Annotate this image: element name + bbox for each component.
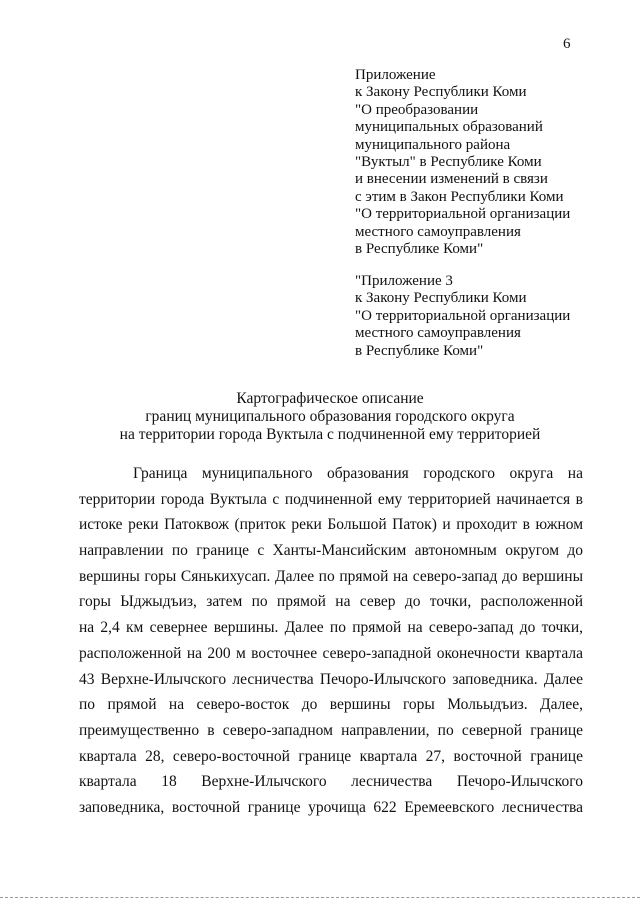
appendix-heading-line: к Закону Республики Коми	[355, 84, 527, 101]
body-line: квартала 28, северо-восточной границе квартала 27, восточной границе	[79, 747, 583, 765]
appendix-heading-line: в Республике Коми"	[355, 241, 484, 258]
title-line: на территории города Вуктыла с подчиненной ему территорией	[119, 426, 541, 443]
appendix-3-heading-line: в Республике Коми"	[355, 342, 484, 359]
appendix-heading-line: Приложение	[355, 67, 436, 83]
appendix-heading-line: "Вуктыл" в Республике Коми	[355, 154, 542, 171]
body-paragraph	[79, 461, 583, 821]
title-line: Картографическое описание	[236, 390, 424, 407]
appendix-heading-line: муниципального района	[355, 136, 511, 153]
body-line: преимущественно в северо-западном направлении, по северной границе	[79, 721, 583, 739]
body-line: горы Ыджыдъиз, затем по прямой на север до точки, расположенной	[79, 593, 583, 611]
body-line: квартала 18 Верхне-Илычского лесничества Печоро-Илычского	[79, 773, 583, 791]
body-line: заповедника, восточной границе урочища 622 Еремеевского лесничества	[79, 798, 583, 816]
body-line: расположенной на 200 м восточнее северо-западной оконечности квартала	[79, 644, 583, 662]
scan-edge-line	[0, 897, 640, 898]
appendix-heading	[355, 67, 570, 258]
appendix-heading-line: местного самоуправления	[355, 223, 521, 240]
body-line: вершины горы Сянькихусап. Далее по прямой на северо-запад до вершины	[79, 567, 583, 585]
body-line: 43 Верхне-Илычского лесничества Печоро-Илычского заповедника. Далее	[79, 670, 583, 688]
body-line: истоке реки Патоквож (приток реки Большой Паток) и проходит в южном	[79, 516, 583, 534]
appendix-heading-line: и внесении изменений в связи	[355, 171, 548, 188]
page-number: 6	[563, 36, 571, 52]
body-line: территории города Вуктыла с подчиненной ему территорией начинается в	[79, 490, 583, 508]
appendix-3-heading-line: "О территориальной организации	[355, 307, 571, 324]
body-line: Граница муниципального образования городского округа на	[133, 465, 583, 482]
appendix-3-heading-line: к Закону Республики Коми	[355, 290, 527, 307]
body-line: по прямой на северо-восток до вершины горы Мольыдъиз. Далее,	[79, 696, 583, 714]
document-title	[80, 390, 580, 444]
appendix-heading-line: муниципальных образований	[355, 119, 543, 136]
body-line: направлении по границе с Ханты-Мансийским автономным округом до	[79, 542, 583, 560]
appendix-heading-line: "О преобразовании	[355, 101, 479, 118]
appendix-heading-line: "О территориальной организации	[355, 206, 571, 223]
appendix-3-heading-line: местного самоуправления	[355, 325, 521, 342]
appendix-heading-line: с этим в Закон Республики Коми	[355, 188, 564, 205]
title-line: границ муниципального образования городского округа	[145, 408, 515, 425]
appendix-3-heading	[355, 273, 570, 360]
appendix-3-heading-line: "Приложение 3	[355, 273, 453, 289]
body-line: на 2,4 км севернее вершины. Далее по прямой на северо-запад до точки,	[79, 619, 583, 637]
